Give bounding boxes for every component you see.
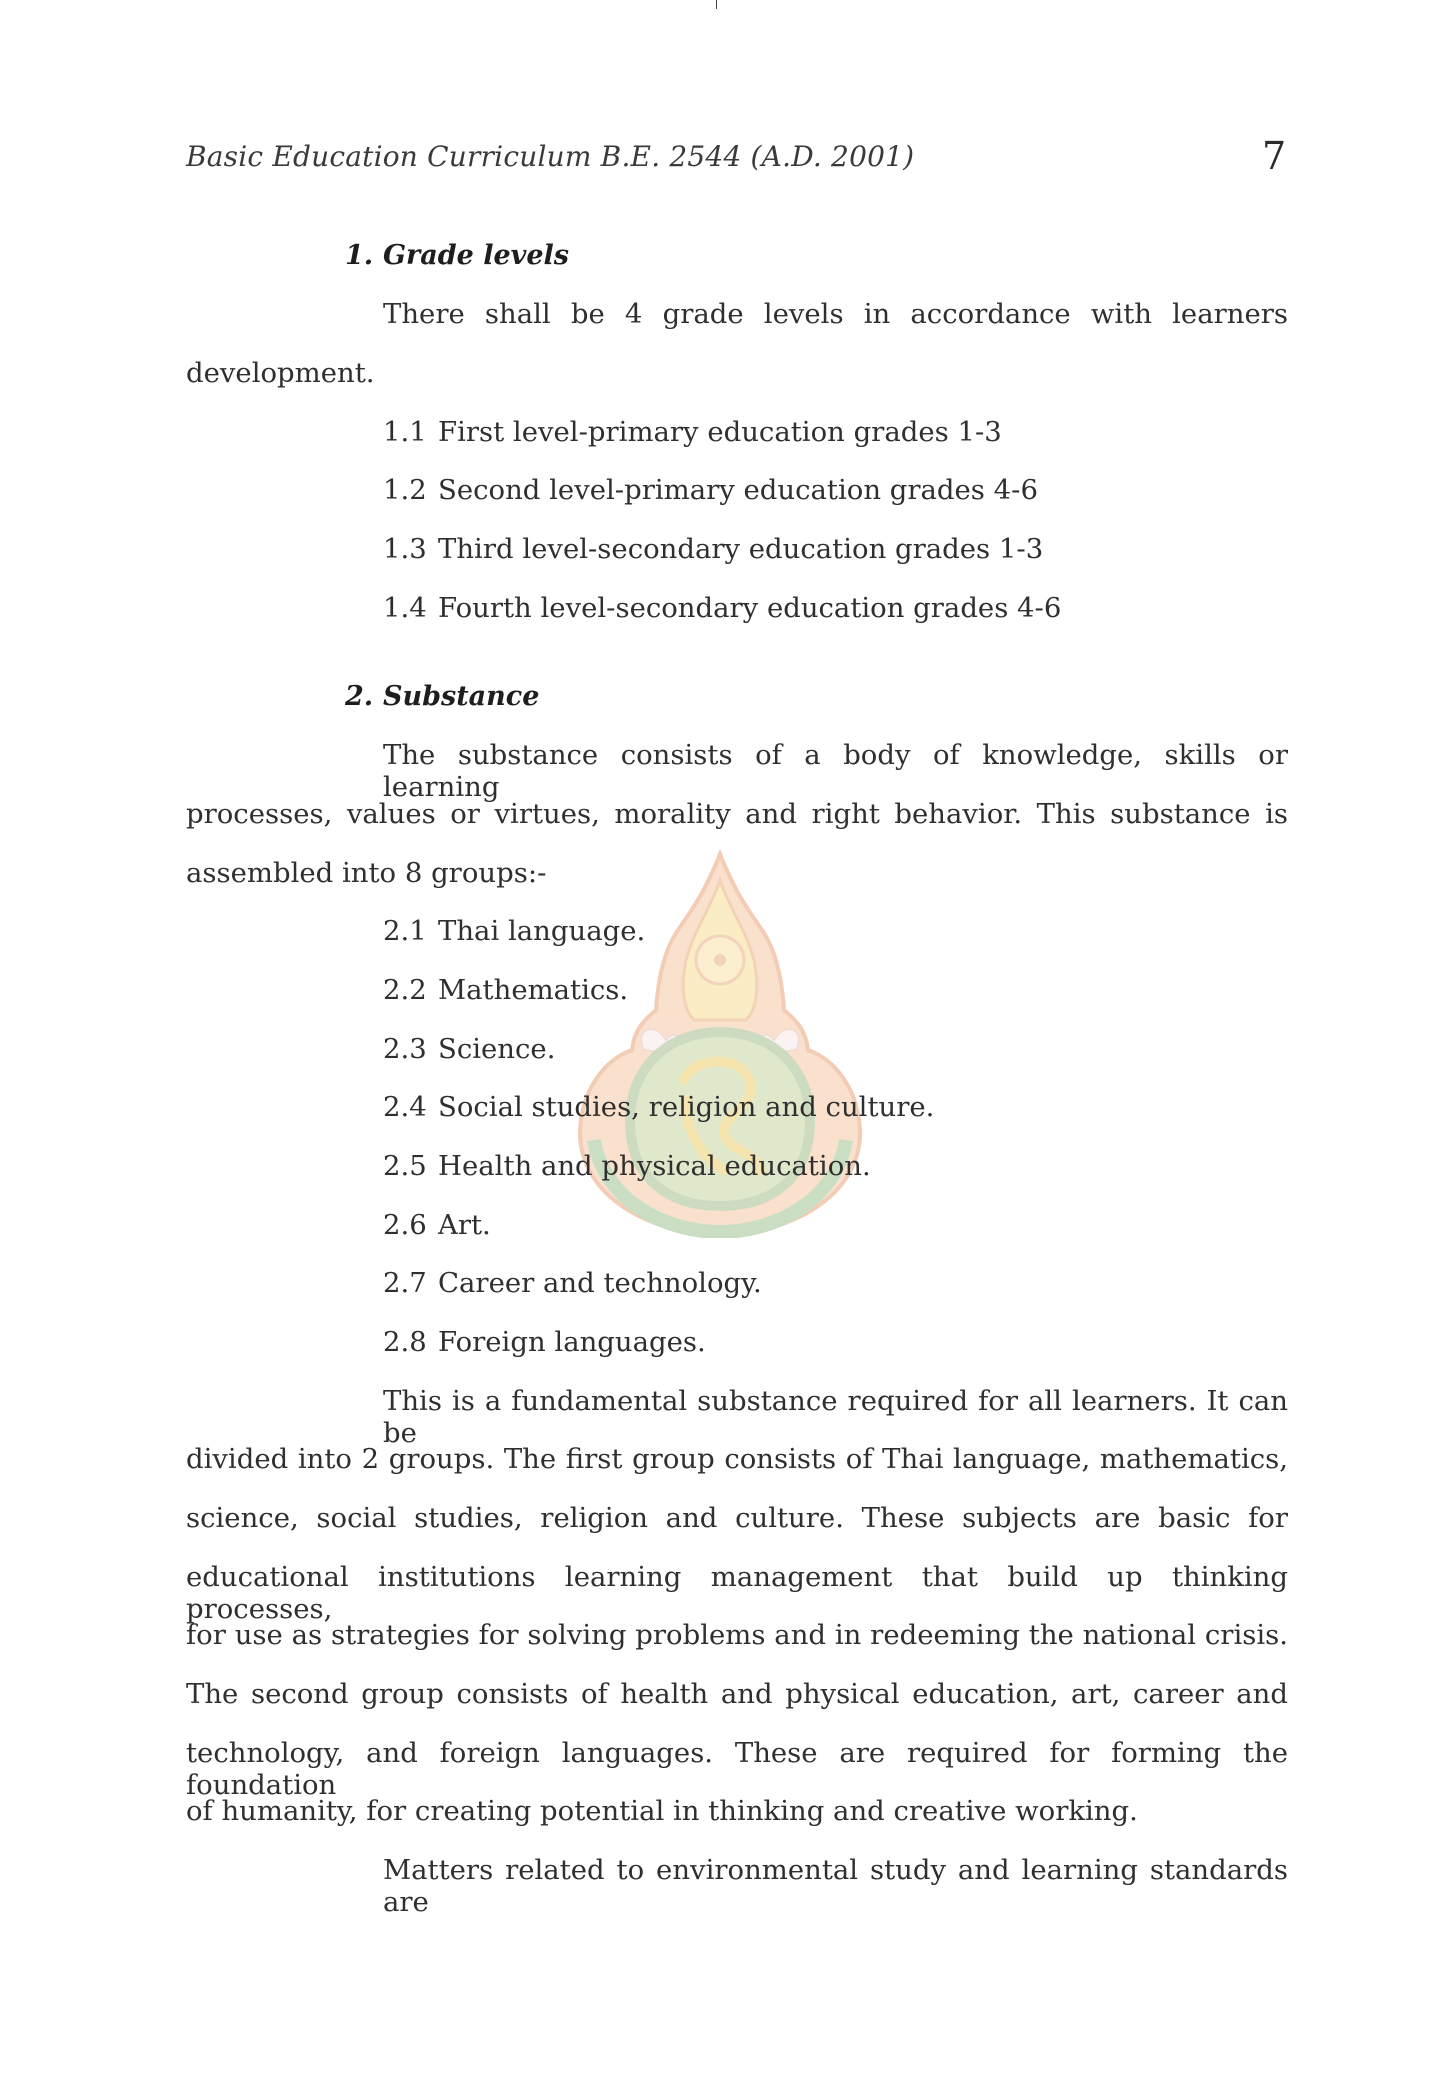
paragraph-line: This is a fundamental substance required for all learners. It can be xyxy=(383,1385,1288,1449)
list-item: 1.4 Fourth level-secondary education grades 4-6 xyxy=(383,592,1062,624)
paragraph-line: educational institutions learning management that build up thinking processes, xyxy=(186,1561,1288,1625)
list-item: 2.1 Thai language. xyxy=(383,915,646,947)
list-item: 1.2 Second level-primary education grades 4-6 xyxy=(383,474,1038,506)
list-item: 1.3 Third level-secondary education grades 1-3 xyxy=(383,533,1044,565)
list-item: 2.2 Mathematics. xyxy=(383,974,629,1006)
section-number: 1. xyxy=(345,240,374,271)
paragraph-line: science, social studies, religion and culture. These subjects are basic for xyxy=(186,1502,1288,1534)
list-item: 2.5 Health and physical education. xyxy=(383,1150,871,1182)
paragraph-line: of humanity, for creating potential in thinking and creative working. xyxy=(186,1795,1138,1827)
running-header: Basic Education Curriculum B.E. 2544 (A.D. 2001) xyxy=(186,140,915,173)
paragraph-line: Matters related to environmental study and learning standards are xyxy=(383,1854,1288,1918)
paragraph-line: processes, values or virtues, morality and right behavior. This substance is xyxy=(186,798,1288,830)
section-heading-substance xyxy=(345,681,539,712)
section-title: Grade levels xyxy=(383,240,569,271)
paragraph-line: technology, and foreign languages. These are required for forming the foundation xyxy=(186,1737,1288,1801)
paragraph-line: development. xyxy=(186,357,375,389)
section-title: Substance xyxy=(383,681,540,712)
section-heading-grade-levels xyxy=(345,240,569,271)
list-item: 2.4 Social studies, religion and culture. xyxy=(383,1091,935,1123)
paragraph-line: assembled into 8 groups:- xyxy=(186,857,547,889)
list-item: 2.3 Science. xyxy=(383,1033,556,1065)
paragraph-line: for use as strategies for solving problems and in redeeming the national crisis. xyxy=(186,1619,1288,1651)
paragraph-line: The substance consists of a body of knowledge, skills or learning xyxy=(383,739,1288,803)
crop-mark xyxy=(716,0,717,9)
paragraph-line: The second group consists of health and physical education, art, career and xyxy=(186,1678,1288,1710)
page-number: 7 xyxy=(1262,134,1287,178)
list-item: 2.8 Foreign languages. xyxy=(383,1326,706,1358)
paragraph-line: There shall be 4 grade levels in accordance with learners xyxy=(383,298,1288,330)
list-item: 2.7 Career and technology. xyxy=(383,1267,762,1299)
section-number: 2. xyxy=(345,681,374,712)
paragraph-line: divided into 2 groups. The first group consists of Thai language, mathematics, xyxy=(186,1443,1288,1475)
list-item: 2.6 Art. xyxy=(383,1209,491,1241)
list-item: 1.1 First level-primary education grades 1-3 xyxy=(383,416,1002,448)
